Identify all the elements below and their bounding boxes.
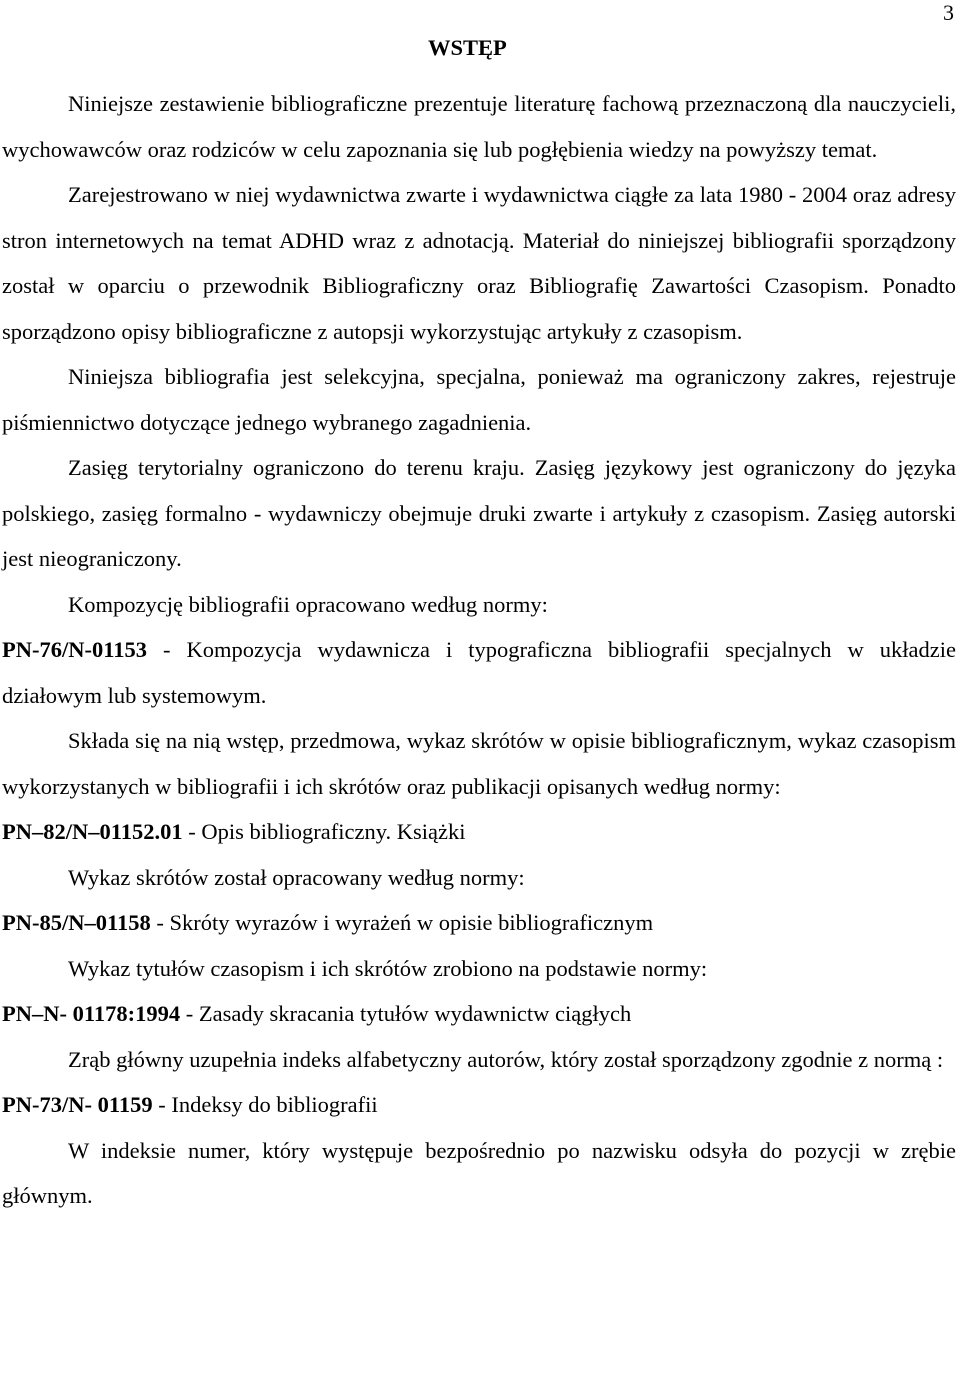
paragraph-selection: Niniejsza bibliografia jest selekcyjna, specjalna, ponieważ ma ograniczony zakres, rejestruje piśmiennictwo dotyczące jednego wybranego zagadnienia. bbox=[2, 364, 956, 435]
standard-abbreviations bbox=[2, 900, 956, 946]
paragraph-intro: Niniejsze zestawienie bibliograficzne prezentuje literaturę fachową przeznaczoną dla nauczycieli, wychowawców oraz rodziców w celu zapoznania się lub pogłębienia wiedzy na powyższy temat. bbox=[2, 91, 956, 162]
standard-code: PN-85/N–01158 bbox=[2, 910, 151, 935]
standard-description: - Indeksy do bibliografii bbox=[152, 1092, 378, 1117]
standard-description: - Zasady skracania tytułów wydawnictw ciągłych bbox=[180, 1001, 632, 1026]
paragraph-range: Zasięg terytorialny ograniczono do terenu kraju. Zasięg językowy jest ograniczony do języka polskiego, zasięg formalno - wydawniczy obejmuje druki zwarte i artykuły z czasopism. Zasięg autorski jest nieograniczony. bbox=[2, 455, 956, 571]
page-number: 3 bbox=[943, 0, 954, 25]
standard-description-rules bbox=[2, 809, 956, 855]
standard-code: PN–82/N–01152.01 bbox=[2, 819, 183, 844]
standard-composition bbox=[2, 627, 956, 718]
standard-description: - Skróty wyrazów i wyrażeń w opisie bibliograficznym bbox=[150, 910, 654, 935]
section-body bbox=[2, 81, 956, 1219]
paragraph-journal-titles: Wykaz tytułów czasopism i ich skrótów zrobiono na podstawie normy: bbox=[68, 955, 708, 981]
paragraph-scope: Zarejestrowano w niej wydawnictwa zwarte i wydawnictwa ciągłe za lata 1980 - 2004 oraz adresy stron internetowych na temat ADHD wraz z adnotacją. Materiał do niniejszej bibliografii sporządzony został w oparciu o przewodnik Bibliograficzny oraz Bibliografię Zawartości Czasopism. Ponadto sporządzono opisy bibliograficzne z autopsji wykorzystując artykuły z czasopism. bbox=[2, 182, 956, 344]
paragraph-structure: Składa się na nią wstęp, przedmowa, wykaz skrótów w opisie bibliograficznym, wykaz czasopism wykorzystanych w bibliografii i ich skrótów oraz publikacji opisanych według normy: bbox=[2, 728, 956, 799]
standard-code: PN–N- 01178:1994 bbox=[2, 1001, 181, 1026]
standard-code: PN-73/N- 01159 bbox=[2, 1092, 153, 1117]
paragraph-composition: Kompozycję bibliografii opracowano według normy: bbox=[68, 591, 548, 617]
paragraph-index: Zrąb główny uzupełnia indeks alfabetyczny autorów, który został sporządzony zgodnie z normą : bbox=[68, 1046, 944, 1072]
paragraph-index-numbering: W indeksie numer, który występuje bezpośrednio po nazwisku odsyła do pozycji w zrębie głównym. bbox=[2, 1137, 956, 1208]
standard-description: - Kompozycja wydawnicza i typograficzna bibliografii specjalnych w układzie działowym lub systemowym. bbox=[2, 637, 956, 708]
section-title: WSTĘP bbox=[428, 35, 507, 60]
standard-description: - Opis bibliograficzny. Książki bbox=[182, 819, 466, 844]
standard-code: PN-76/N-01153 bbox=[2, 637, 147, 662]
standard-journal-titles bbox=[2, 991, 956, 1037]
paragraph-abbreviations: Wykaz skrótów został opracowany według normy: bbox=[68, 864, 525, 890]
standard-index bbox=[2, 1082, 956, 1128]
